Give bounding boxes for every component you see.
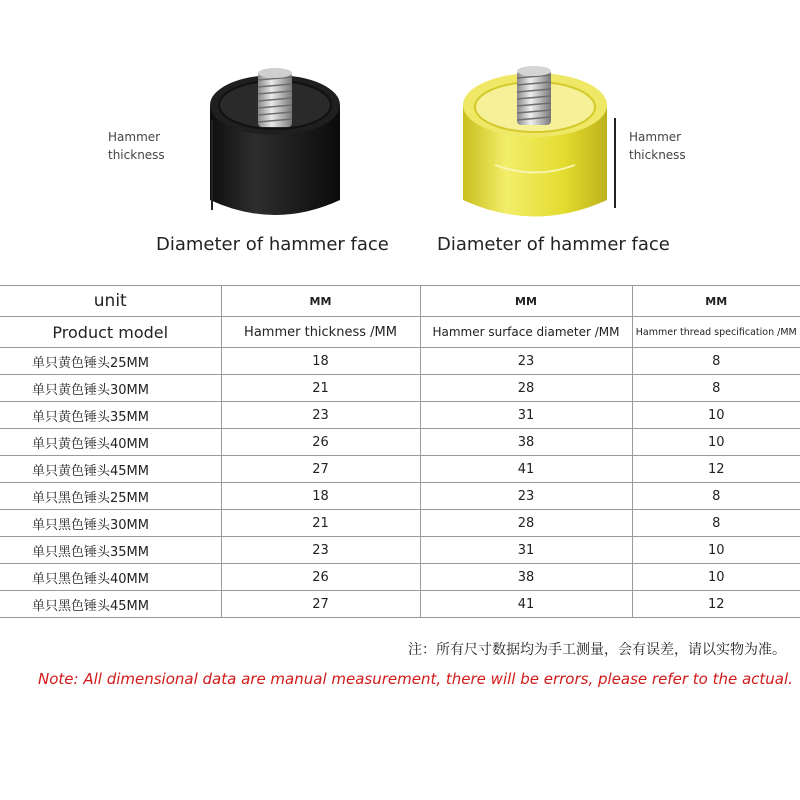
model-cell: 单只黄色锤头30MM <box>0 375 221 402</box>
thickness-label-line1: Hammer <box>108 130 161 144</box>
table-row <box>0 510 800 537</box>
product-model-header: Product model <box>0 317 221 348</box>
thread-cell: 10 <box>632 537 800 564</box>
unit-label: unit <box>0 286 221 317</box>
table-row <box>0 375 800 402</box>
english-note: Note: All dimensional data are manual measurement, there will be errors, please refer to the actual. <box>38 670 793 688</box>
diameter-cell: 31 <box>420 402 632 429</box>
table-row <box>0 591 800 618</box>
unit-cell: MM <box>221 286 420 317</box>
diameter-cell: 41 <box>420 591 632 618</box>
spec-table <box>0 285 800 618</box>
table-row <box>0 537 800 564</box>
thread-cell: 12 <box>632 456 800 483</box>
thickness-cell: 26 <box>221 564 420 591</box>
thickness-cell: 18 <box>221 483 420 510</box>
table-row <box>0 402 800 429</box>
thickness-cell: 21 <box>221 510 420 537</box>
chinese-note: 注：所有尺寸数据均为手工测量，会有误差，请以实物为准。 <box>408 642 786 658</box>
model-cell: 单只黄色锤头45MM <box>0 456 221 483</box>
thread-header: Hammer thread specification /MM <box>632 317 800 348</box>
yellow-thickness-marker <box>613 118 617 208</box>
thickness-header: Hammer thickness /MM <box>221 317 420 348</box>
model-cell: 单只黑色锤头35MM <box>0 537 221 564</box>
unit-cell: MM <box>632 286 800 317</box>
table-row <box>0 429 800 456</box>
model-cell: 单只黑色锤头45MM <box>0 591 221 618</box>
diameter-cell: 28 <box>420 375 632 402</box>
thread-cell: 10 <box>632 402 800 429</box>
table-row <box>0 348 800 375</box>
black-face-caption: Diameter of hammer face <box>156 234 389 255</box>
diameter-cell: 38 <box>420 429 632 456</box>
model-cell: 单只黄色锤头35MM <box>0 402 221 429</box>
thread-cell: 8 <box>632 483 800 510</box>
thickness-label-line2: thickness <box>108 148 165 162</box>
thickness-cell: 27 <box>221 591 420 618</box>
thickness-label-line1: Hammer <box>629 130 682 144</box>
model-cell: 单只黑色锤头25MM <box>0 483 221 510</box>
thickness-cell: 23 <box>221 537 420 564</box>
thickness-cell: 27 <box>221 456 420 483</box>
thickness-cell: 18 <box>221 348 420 375</box>
thread-cell: 12 <box>632 591 800 618</box>
header-row <box>0 317 800 348</box>
thread-cell: 10 <box>632 429 800 456</box>
diameter-cell: 23 <box>420 348 632 375</box>
diameter-cell: 38 <box>420 564 632 591</box>
model-cell: 单只黄色锤头40MM <box>0 429 221 456</box>
black-thickness-label <box>108 128 165 164</box>
black-thickness-marker <box>210 120 214 210</box>
yellow-hammer-head-image <box>455 55 615 235</box>
black-hammer-head-image <box>200 60 350 230</box>
diameter-cell: 41 <box>420 456 632 483</box>
model-cell: 单只黑色锤头30MM <box>0 510 221 537</box>
diameter-cell: 28 <box>420 510 632 537</box>
diameter-cell: 23 <box>420 483 632 510</box>
thickness-label-line2: thickness <box>629 148 686 162</box>
unit-cell: MM <box>420 286 632 317</box>
thickness-cell: 26 <box>221 429 420 456</box>
thread-cell: 10 <box>632 564 800 591</box>
thread-cell: 8 <box>632 348 800 375</box>
thickness-cell: 21 <box>221 375 420 402</box>
table-row <box>0 564 800 591</box>
model-cell: 单只黑色锤头40MM <box>0 564 221 591</box>
model-cell: 单只黄色锤头25MM <box>0 348 221 375</box>
yellow-thickness-label <box>629 128 686 164</box>
diameter-cell: 31 <box>420 537 632 564</box>
diameter-header: Hammer surface diameter /MM <box>420 317 632 348</box>
thread-cell: 8 <box>632 375 800 402</box>
unit-row <box>0 286 800 317</box>
thickness-cell: 23 <box>221 402 420 429</box>
thread-cell: 8 <box>632 510 800 537</box>
table-row <box>0 456 800 483</box>
yellow-face-caption: Diameter of hammer face <box>437 234 670 255</box>
table-row <box>0 483 800 510</box>
